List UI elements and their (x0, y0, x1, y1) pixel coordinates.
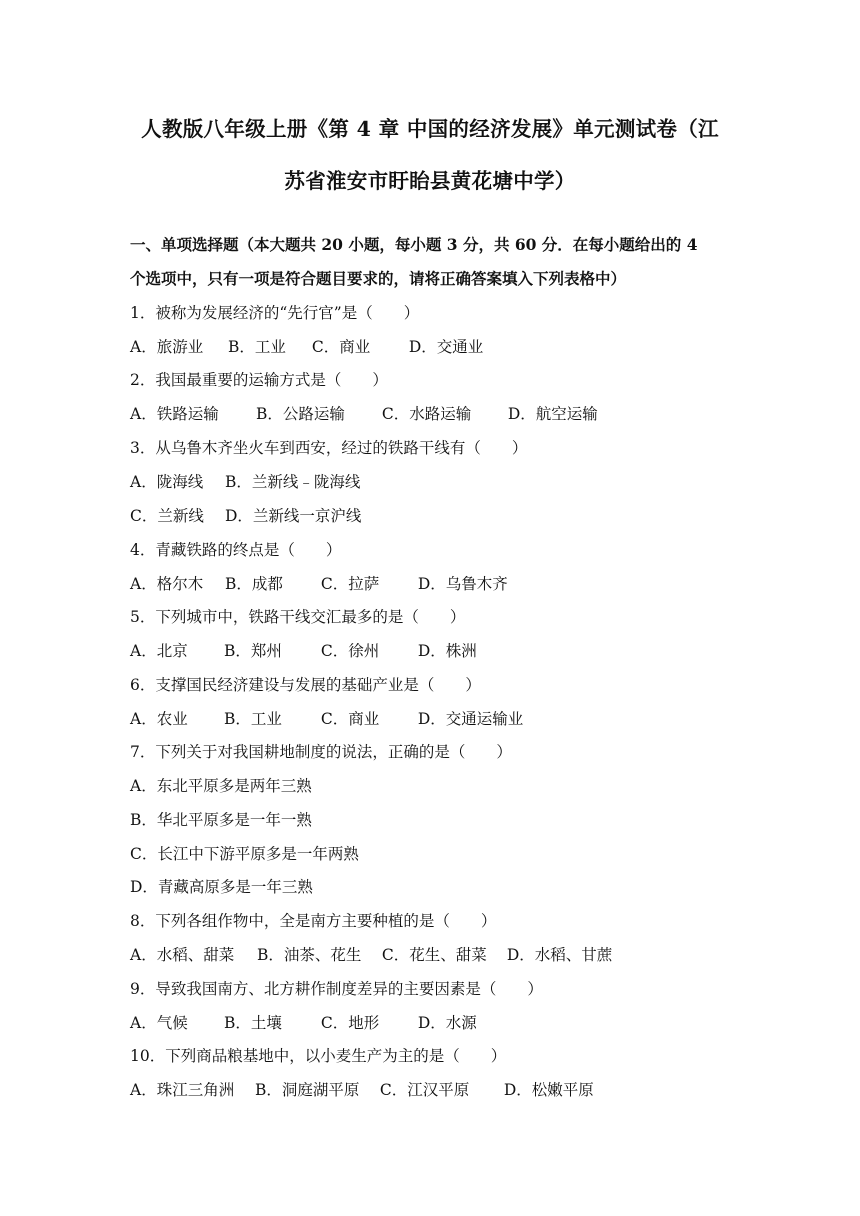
option-d: D．水稻、甘蔗 (506, 946, 613, 964)
question-3-options-ab (130, 472, 360, 492)
option-b: B．工业 (223, 710, 282, 728)
question-10-options (130, 1080, 594, 1100)
question-1-options (130, 337, 483, 357)
option-c: C．商业 (311, 338, 371, 356)
option-d: D．交通运输业 (417, 710, 524, 728)
question-3-stem: 3．从乌鲁木齐坐火车到西安，经过的铁路干线有（ ） (130, 439, 528, 457)
option-b: B．洞庭湖平原 (254, 1081, 360, 1099)
option-c: C．江汉平原 (379, 1081, 470, 1099)
section-heading-line-1: 一、单项选择题（本大题共 20 小题，每小题 3 分，共 60 分．在每小题给出的 4 (130, 235, 698, 254)
option-a: A．气候 (130, 1014, 188, 1032)
option-c: C．地形 (320, 1014, 380, 1032)
question-7-option-b: B．华北平原多是一年一熟 (130, 811, 312, 829)
option-d: D．乌鲁木齐 (417, 575, 508, 593)
option-b: B．兰新线﹣陇海线 (224, 473, 361, 491)
question-10-stem: 10．下列商品粮基地中，以小麦生产为主的是（ ） (130, 1047, 507, 1065)
question-4-stem: 4．青藏铁路的终点是（ ） (130, 541, 342, 559)
option-d: D．航空运输 (507, 405, 598, 423)
option-d: D．交通业 (408, 338, 484, 356)
option-b: B．工业 (227, 338, 286, 356)
option-a: A．格尔木 (130, 575, 204, 593)
question-5-stem: 5．下列城市中，铁路干线交汇最多的是（ ） (130, 608, 466, 626)
question-8-options (130, 945, 612, 965)
option-b: B．土壤 (223, 1014, 282, 1032)
option-c: C．花生、甜菜 (381, 946, 487, 964)
question-7-option-d: D．青藏高原多是一年三熟 (130, 878, 313, 896)
question-7-option-c: C．长江中下游平原多是一年两熟 (130, 845, 359, 863)
question-2-stem: 2．我国最重要的运输方式是（ ） (130, 371, 388, 389)
title-line-2: 苏省淮安市盱眙县黄花塘中学） (284, 169, 576, 193)
option-b: B．郑州 (223, 642, 282, 660)
question-7-option-a: A．东北平原多是两年三熟 (130, 777, 312, 795)
section-heading-line-2: 个选项中，只有一项是符合题目要求的，请将正确答案填入下列表格中） (130, 269, 627, 288)
option-b: B．成都 (224, 575, 283, 593)
option-b: B．油茶、花生 (256, 946, 362, 964)
question-8-stem: 8．下列各组作物中，全是南方主要种植的是（ ） (130, 912, 497, 930)
option-a: A．铁路运输 (130, 405, 219, 423)
question-6-stem: 6．支撑国民经济建设与发展的基础产业是（ ） (130, 676, 481, 694)
question-5-options (130, 641, 477, 661)
question-6-options (130, 709, 523, 729)
option-d: D．株洲 (417, 642, 477, 660)
option-c: C．商业 (320, 710, 380, 728)
section-heading (130, 228, 740, 296)
option-b: B．公路运输 (255, 405, 345, 423)
question-3-options-cd (130, 506, 361, 526)
question-2-options (130, 404, 598, 424)
option-a: A．水稻、甜菜 (130, 946, 235, 964)
option-d: D．松嫩平原 (503, 1081, 594, 1099)
option-c: C．水路运输 (381, 405, 472, 423)
page-title (100, 103, 760, 207)
option-d: D．兰新线一京沪线 (224, 507, 362, 525)
option-a: A．农业 (130, 710, 188, 728)
option-a: A．陇海线 (130, 473, 204, 491)
question-1-stem: 1．被称为发展经济的“先行官”是（ ） (130, 304, 420, 322)
question-4-options (130, 574, 508, 594)
option-c: C．拉萨 (320, 575, 380, 593)
title-line-1: 人教版八年级上册《第 4 章 中国的经济发展》单元测试卷（江 (141, 117, 719, 141)
question-9-stem: 9．导致我国南方、北方耕作制度差异的主要因素是（ ） (130, 980, 543, 998)
option-d: D．水源 (417, 1014, 477, 1032)
option-a: A．北京 (130, 642, 188, 660)
question-7-stem: 7．下列关于对我国耕地制度的说法，正确的是（ ） (130, 743, 512, 761)
option-a: A．珠江三角洲 (130, 1081, 235, 1099)
option-c: C．兰新线 (130, 507, 204, 525)
option-a: A．旅游业 (130, 338, 204, 356)
question-9-options (130, 1013, 477, 1033)
option-c: C．徐州 (320, 642, 380, 660)
